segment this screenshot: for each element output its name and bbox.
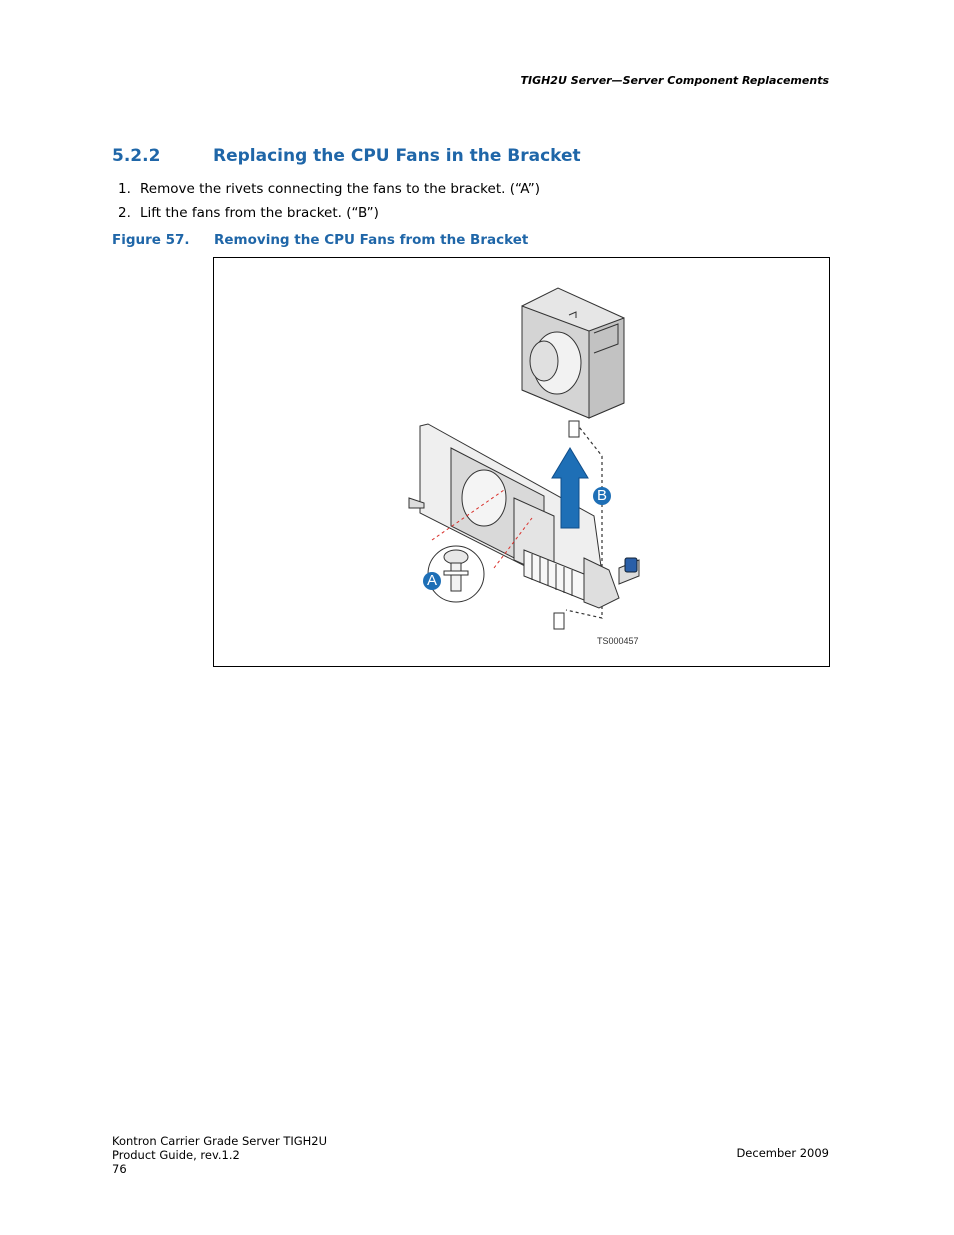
fan-bracket-illustration <box>214 258 829 666</box>
section-number: 5.2.2 <box>112 146 161 166</box>
running-header: TIGH2U Server—Server Component Replacements <box>520 74 829 87</box>
footer-date: December 2009 <box>736 1146 829 1160</box>
fan-illustration <box>522 288 624 418</box>
callout-a: A <box>423 572 441 590</box>
footer-guide: Product Guide, rev.1.2 <box>112 1148 240 1162</box>
step-text: Lift the fans from the bracket. (“B”) <box>140 205 379 221</box>
step-list <box>118 180 540 228</box>
figure-caption <box>112 232 528 248</box>
page-number: 76 <box>112 1162 127 1176</box>
thumbscrew-icon <box>625 558 637 572</box>
step-number: 1. <box>118 181 131 197</box>
section-title: Replacing the CPU Fans in the Bracket <box>213 146 581 166</box>
figure-id-label: TS000457 <box>597 636 639 646</box>
footer-product: Kontron Carrier Grade Server TIGH2U <box>112 1134 328 1148</box>
footer-left <box>112 1134 327 1176</box>
list-item <box>118 204 540 228</box>
figure-number: Figure 57. <box>112 232 190 248</box>
step-number: 2. <box>118 205 131 221</box>
list-item <box>118 180 540 204</box>
step-text: Remove the rivets connecting the fans to the bracket. (“A”) <box>140 181 541 197</box>
section-heading <box>112 146 581 166</box>
connector-icon <box>569 421 579 437</box>
callout-b: B <box>593 487 611 505</box>
figure-frame <box>213 257 830 667</box>
figure-title: Removing the CPU Fans from the Bracket <box>214 232 529 248</box>
connector-icon <box>554 613 564 629</box>
